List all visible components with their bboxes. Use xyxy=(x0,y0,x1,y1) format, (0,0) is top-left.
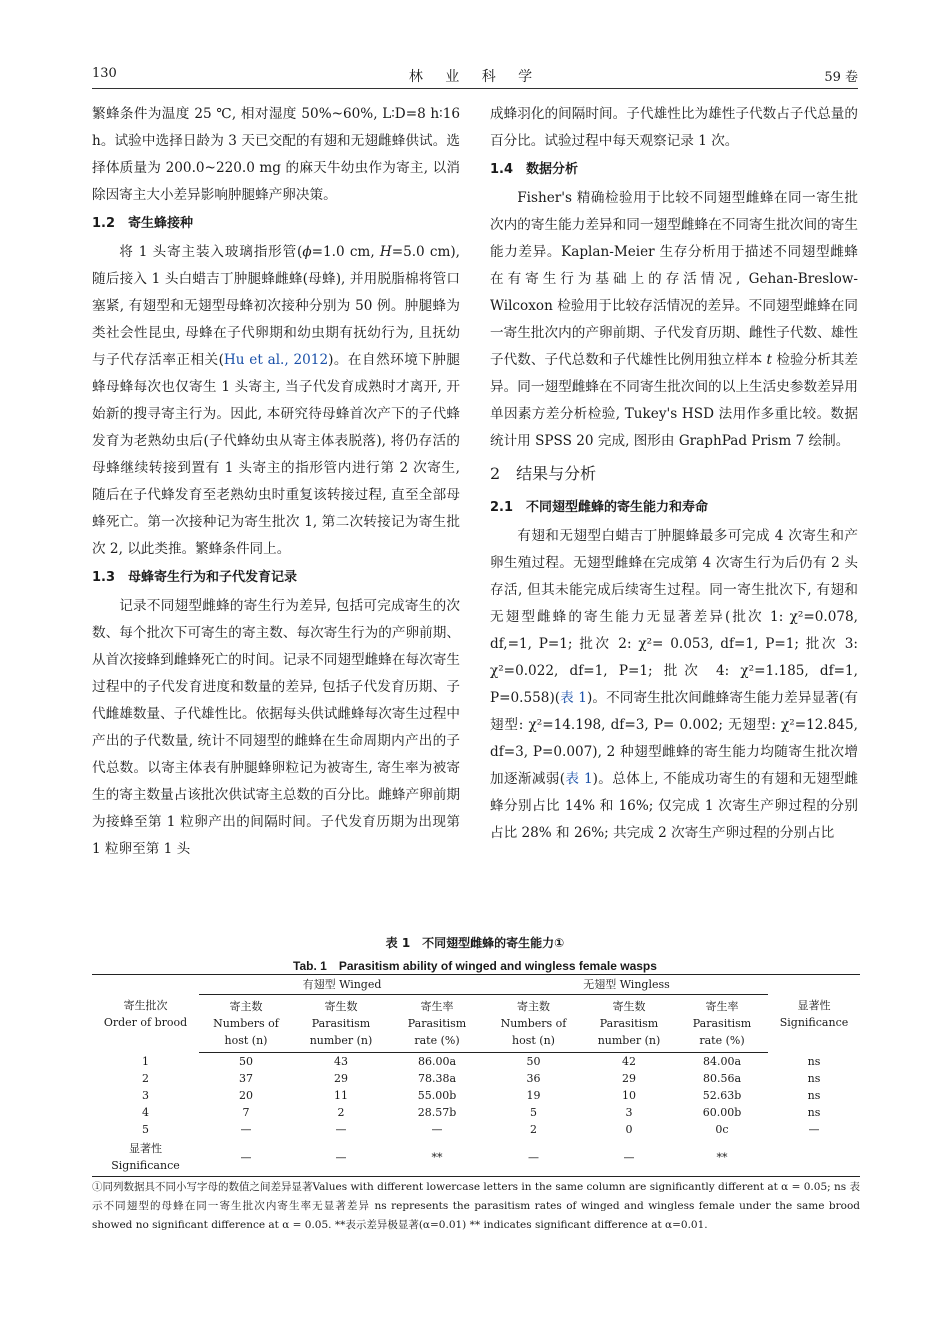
running-header xyxy=(92,66,858,88)
table-row-significance: 显著性 Significance — — ** — — ** xyxy=(92,1138,860,1177)
section-heading-1-2: 1.2 寄生蜂接种 xyxy=(92,216,194,231)
table-row: 1 50 43 86.00a 50 42 84.00a ns xyxy=(142,1054,821,1068)
header-host-winged: 寄主数 Numbers of host (n) xyxy=(199,995,293,1053)
page-number: 130 xyxy=(92,66,117,81)
volume-label: 59 卷 xyxy=(824,70,858,85)
table-row: 4 7 2 28.57b 5 3 60.00b ns xyxy=(142,1106,821,1119)
header-para-winged: 寄生数 Parasitism number (n) xyxy=(293,995,389,1053)
header-significance: 显著性 Significance xyxy=(768,975,860,1053)
header-group-wingless: 无翅型 Wingless xyxy=(485,975,768,995)
paragraph: 有翅和无翅型白蜡吉丁肿腿蜂最多可完成 4 次寄生和产卵生殖过程。无翅型雌蜂在完成第 4 次寄生行为后仍有 2 头存活, 但其未能完成后续寄生过程。同一寄生批次下, 有翅和无翅型雌蜂的寄生能力无显著差异(批次 1: χ²=0.078, df,=1, P=1; 批次 2: χ²= 0.053, df=1, P=1; 批次 3: χ²=0.022, df=1, P=1; 批次 4: χ²=1.185, df=1, P=0.558)(表 1)。不同寄生批次间雌蜂寄生能力差异显著(有翅型: χ²=14.198, df=3, P= 0.002; 无翅型: χ²=12.845, df=3, P=0.007), 2 种翅型雌蜂的寄生能力均随寄生批次增加逐渐减弱(表 1)。总体上, 不能成功寄生的有翅和无翅型雌蜂分别占比 14% 和 16%; 仅完成 1 次寄生产卵过程的分别占比 28% 和 26%; 共完成 2 次寄生产卵过程的分别占比 xyxy=(490,528,858,841)
header-brood: 寄生批次 Order of brood xyxy=(92,975,199,1053)
parasitism-table xyxy=(92,974,860,1177)
paragraph: Fisher's 精确检验用于比较不同翅型雌蜂在同一寄生批次内的寄生能力差异和同一翅型雌蜂在不同寄生批次间的寄生能力差异。Kaplan-Meier 生存分析用于描述不同翅型雌蜂在有寄生行为基础上的存活情况, Gehan-Breslow-Wilcoxon 检验用于比较存活情况的差异。不同翅型雌蜂在同一寄生批次内的产卵前期、子代发育历期、雌性子代数、雄性子代数、子代总数和子代雄性比例用独立样本 t 检验分析其差异。同一翅型雌蜂在不同寄生批次间的以上生活史参数差异用单因素方差分析检验, Tukey's HSD 法用作多重比较。数据统计用 SPSS 20 完成, 图形由 GraphPad Prism 7 绘制。 xyxy=(490,190,858,449)
header-rule xyxy=(92,88,858,89)
section-heading-1-4: 1.4 数据分析 xyxy=(490,162,579,177)
table-caption-cn: 表 1 不同翅型雌蜂的寄生能力① xyxy=(385,936,565,950)
header-rate-wingless: 寄生率 Parasitism rate (%) xyxy=(676,995,768,1053)
header-rate-winged: 寄生率 Parasitism rate (%) xyxy=(389,995,485,1053)
table-caption-en: Tab. 1 Parasitism ability of winged and wingless female wasps xyxy=(293,959,657,973)
header-host-wingless: 寄主数 Numbers of host (n) xyxy=(485,995,582,1053)
citation-link[interactable]: Hu et al., 2012 xyxy=(223,352,329,368)
section-heading-1-3: 1.3 母蜂寄生行为和子代发育记录 xyxy=(92,570,298,585)
table-row: 5 — — — 2 0 0c — xyxy=(142,1123,820,1136)
table-link[interactable]: 表 1 xyxy=(565,771,593,787)
table-row: 2 37 29 78.38a 36 29 80.56a ns xyxy=(142,1072,821,1085)
right-column xyxy=(490,101,858,847)
paragraph: 记录不同翅型雌蜂的寄生行为差异, 包括可完成寄生的次数、每个批次下可寄生的寄主数、每次寄生行为的产卵前期、从首次接蜂到雌蜂死亡的时间。记录不同翅型雌蜂在每次寄生过程中的子代发育进度和数量的差异, 包括子代发育历期、子代雌雄数量、子代雄性比。依据每头供试雌蜂每次寄生过程中产出的子代数量, 统计不同翅型的雌蜂在生命周期内产出的子代总数。以寄主体表有肿腿蜂卵粒记为被寄生, 寄生率为被寄生的寄主数量占该批次供试寄主总数的百分比。雌蜂产卵前期为接蜂至第 1 粒卵产出的间隔时间。子代发育历期为出现第 1 粒卵至第 1 头 xyxy=(92,598,460,857)
paragraph: 将 1 头寄主装入玻璃指形管(ϕ=1.0 cm, H=5.0 cm), 随后接入 1 头白蜡吉丁肿腿蜂雌蜂(母蜂), 并用脱脂棉将管口塞紧, 有翅型和无翅型母蜂初次接种分别为 50 例。肿腿蜂为类社会性昆虫, 母蜂在子代卵期和幼虫期有抚幼行为, 且抚幼与子代存活率正相关(Hu et al., 2012)。在自然环境下肿腿蜂母蜂每次也仅寄生 1 头寄主, 当子代发育成熟时才离开, 开始新的搜寻寄主行为。因此, 本研究待母蜂首次产下的子代蜂发育为老熟幼虫后(子代蜂幼虫从寄主体表脱落), 将仍存活的母蜂继续转接到置有 1 头寄主的指形管内进行第 2 次寄生, 随后在子代蜂发育至老熟幼虫时重复该转接过程, 直至全部母蜂死亡。第一次接种记为寄生批次 1, 第二次转接记为寄生批次 2, 以此类推。繁蜂条件同上。 xyxy=(92,244,460,557)
header-para-wingless: 寄生数 Parasitism number (n) xyxy=(582,995,676,1053)
section-heading-2: 2 结果与分析 xyxy=(490,464,597,483)
paragraph: 成蜂羽化的间隔时间。子代雄性比为雄性子代数占子代总量的百分比。试验过程中每天观察记录 1 次。 xyxy=(490,106,858,149)
section-heading-2-1: 2.1 不同翅型雌蜂的寄生能力和寿命 xyxy=(490,500,709,515)
table-row: 3 20 11 55.00b 19 10 52.63b ns xyxy=(142,1089,821,1102)
left-column xyxy=(92,101,460,863)
journal-title: 林 业 科 学 xyxy=(408,69,542,85)
paragraph: 繁蜂条件为温度 25 ℃, 相对湿度 50%~60%, L∶D=8 h∶16 h。试验中选择日龄为 3 天已交配的有翅和无翅雌蜂供试。选择体质量为 200.0~220.0 mg 的麻天牛幼虫作为寄主, 以消除因寄主大小差异影响肿腿蜂产卵决策。 xyxy=(92,106,460,203)
table-footnote: ①同列数据具不同小写字母的数值之间差异显著Values with different lowercase letters in the same column are significantly different at α = 0.05; ns 表示不同翅型的母蜂在同一寄生批次内寄生率无显著差异 ns represents the parasitism rates of winged and wingless female under the same brood showed no significant difference at α = 0.05. **表示差异极显著(α=0.01) ** indicates significant difference at α=0.01. xyxy=(92,1181,860,1231)
table-link[interactable]: 表 1 xyxy=(560,690,587,706)
header-group-winged: 有翅型 Winged xyxy=(199,975,485,995)
